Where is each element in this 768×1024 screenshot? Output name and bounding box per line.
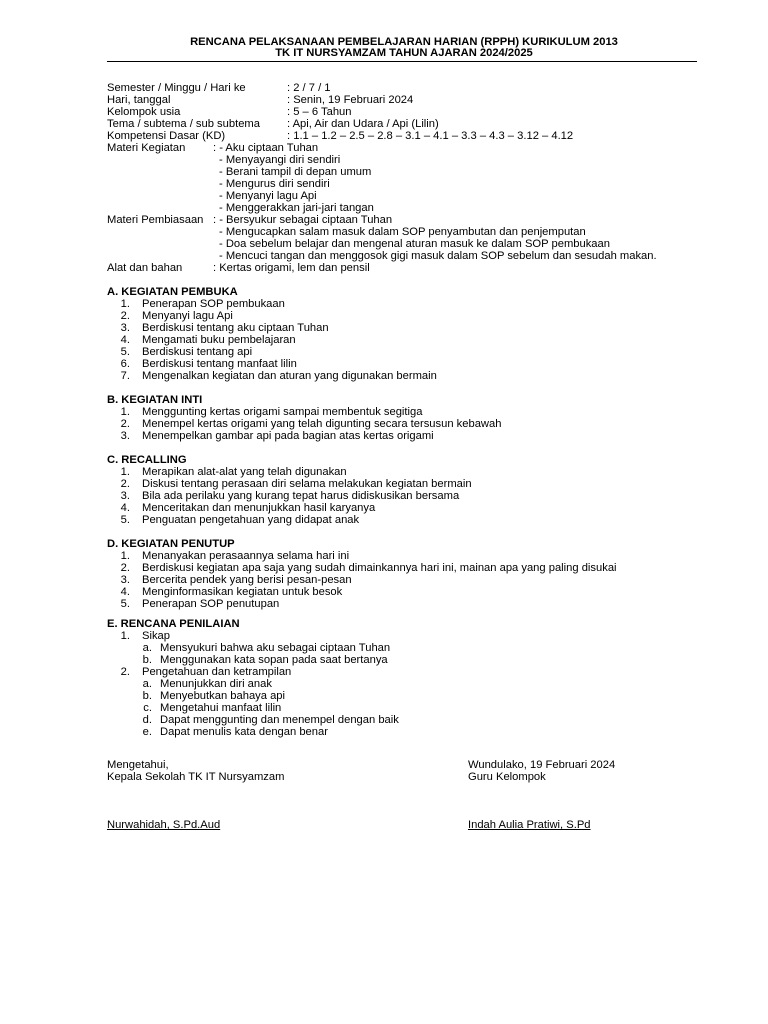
signature-right-line2: Guru Kelompok	[468, 771, 546, 783]
list-item: Bila ada perilaku yang kurang tepat harus didiskusikan bersama	[142, 490, 460, 502]
info-value: : 1.1 – 1.2 – 2.5 – 2.8 – 3.1 – 4.1 – 3.3 – 4.3 – 3.12 – 4.12	[287, 130, 574, 142]
materi-kegiatan-item: - Berani tampil di depan umum	[219, 166, 372, 178]
list-letter: d.	[142, 714, 152, 726]
section-heading: B. KEGIATAN INTI	[107, 394, 203, 406]
list-item: Berdiskusi tentang manfaat lilin	[142, 358, 297, 370]
list-number: 5.	[120, 514, 130, 526]
info-label: Semester / Minggu / Hari ke	[107, 82, 246, 94]
list-item: Menceritakan dan menunjukkan hasil karyanya	[142, 502, 376, 514]
list-number: 2.	[120, 666, 130, 678]
materi-kegiatan-item: - Mengurus diri sendiri	[219, 178, 330, 190]
list-item: Pengetahuan dan ketrampilan	[142, 666, 292, 678]
list-item: Penerapan SOP penutupan	[142, 598, 280, 610]
list-item: Menanyakan perasaannya selama hari ini	[142, 550, 350, 562]
list-item: Bercerita pendek yang berisi pesan-pesan	[142, 574, 352, 586]
list-letter: e.	[142, 726, 152, 738]
signature-left-line2: Kepala Sekolah TK IT Nursyamzam	[107, 771, 285, 783]
list-number: 2.	[120, 418, 130, 430]
list-number: 1.	[120, 406, 130, 418]
alat-bahan-value: : Kertas origami, lem dan pensil	[213, 262, 370, 274]
signature-left-name: Nurwahidah, S.Pd.Aud	[107, 819, 221, 831]
list-item: Sikap	[142, 630, 170, 642]
list-number: 6.	[120, 358, 130, 370]
info-label: Hari, tanggal	[107, 94, 171, 106]
list-number: 5.	[120, 346, 130, 358]
sub-list-item: Dapat menulis kata dengan benar	[160, 726, 328, 738]
sub-list-item: Dapat menggunting dan menempel dengan baik	[160, 714, 399, 726]
list-letter: a.	[142, 678, 152, 690]
list-number: 4.	[120, 502, 130, 514]
list-item: Mengamati buku pembelajaran	[142, 334, 296, 346]
list-letter: b.	[142, 690, 152, 702]
section-heading: A. KEGIATAN PEMBUKA	[107, 286, 238, 298]
signature-left-line1: Mengetahui,	[107, 759, 169, 771]
section-heading: E. RENCANA PENILAIAN	[107, 618, 240, 630]
list-item: Merapikan alat-alat yang telah digunakan	[142, 466, 347, 478]
list-number: 1.	[120, 630, 130, 642]
info-value: : Api, Air dan Udara / Api (Lilin)	[287, 118, 439, 130]
sub-list-item: Menunjukkan diri anak	[160, 678, 272, 690]
info-value: : 5 – 6 Tahun	[287, 106, 352, 118]
list-item: Penguatan pengetahuan yang didapat anak	[142, 514, 360, 526]
list-number: 2.	[120, 562, 130, 574]
materi-pembiasaan-item: : - Bersyukur sebagai ciptaan Tuhan	[213, 214, 393, 226]
list-item: Berdiskusi tentang api	[142, 346, 253, 358]
list-number: 3.	[120, 322, 130, 334]
list-letter: c.	[143, 702, 152, 714]
materi-pembiasaan-item: - Mengucapkan salam masuk dalam SOP penyambutan dan penjemputan	[219, 226, 586, 238]
section-heading: C. RECALLING	[107, 454, 187, 466]
list-number: 7.	[120, 370, 130, 382]
info-value: : Senin, 19 Februari 2024	[287, 94, 414, 106]
sub-list-item: Mengetahui manfaat lilin	[160, 702, 282, 714]
materi-kegiatan-item: - Menyayangi diri sendiri	[219, 154, 341, 166]
materi-pembiasaan-item: - Mencuci tangan dan menggosok gigi masuk dalam SOP sebelum dan sesudah makan.	[219, 250, 657, 262]
list-number: 4.	[120, 334, 130, 346]
sub-list-item: Mensyukuri bahwa aku sebagai ciptaan Tuhan	[160, 642, 391, 654]
list-number: 2.	[120, 478, 130, 490]
list-item: Penerapan SOP pembukaan	[142, 298, 285, 310]
sub-list-item: Menyebutkan bahaya api	[160, 690, 286, 702]
header-divider	[107, 61, 697, 62]
info-label: Kelompok usia	[107, 106, 181, 118]
list-letter: b.	[142, 654, 152, 666]
list-number: 1.	[120, 298, 130, 310]
materi-pembiasaan-item: - Doa sebelum belajar dan mengenal aturan masuk ke dalam SOP pembukaan	[219, 238, 610, 250]
list-item: Menempelkan gambar api pada bagian atas kertas origami	[142, 430, 434, 442]
list-item: Menginformasikan kegiatan untuk besok	[142, 586, 343, 598]
document-title: RENCANA PELAKSANAAN PEMBELAJARAN HARIAN (RPPH) KURIKULUM 2013	[190, 36, 618, 48]
materi-kegiatan-item: - Menggerakkan jari-jari tangan	[219, 202, 374, 214]
signature-right-line1: Wundulako, 19 Februari 2024	[468, 759, 616, 771]
materi-pembiasaan-label: Materi Pembiasaan	[107, 214, 204, 226]
list-letter: a.	[142, 642, 152, 654]
info-value: : 2 / 7 / 1	[287, 82, 331, 94]
list-number: 3.	[120, 574, 130, 586]
document-subtitle: TK IT NURSYAMZAM TAHUN AJARAN 2024/2025	[275, 47, 533, 59]
list-item: Menyanyi lagu Api	[142, 310, 233, 322]
info-label: Kompetensi Dasar (KD)	[107, 130, 226, 142]
alat-bahan-label: Alat dan bahan	[107, 262, 183, 274]
signature-right-name: Indah Aulia Pratiwi, S.Pd	[468, 819, 591, 831]
list-number: 5.	[120, 598, 130, 610]
materi-kegiatan-item: : - Aku ciptaan Tuhan	[213, 142, 319, 154]
list-number: 3.	[120, 490, 130, 502]
sub-list-item: Menggunakan kata sopan pada saat bertanya	[160, 654, 388, 666]
info-label: Tema / subtema / sub subtema	[107, 118, 260, 130]
list-number: 1.	[120, 550, 130, 562]
list-item: Menggunting kertas origami sampai membentuk segitiga	[142, 406, 423, 418]
list-item: Menempel kertas origami yang telah digunting secara tersusun kebawah	[142, 418, 502, 430]
materi-kegiatan-item: - Menyanyi lagu Api	[219, 190, 317, 202]
list-number: 4.	[120, 586, 130, 598]
list-item: Diskusi tentang perasaan diri selama melakukan kegiatan bermain	[142, 478, 472, 490]
section-heading: D. KEGIATAN PENUTUP	[107, 538, 235, 550]
list-item: Mengenalkan kegiatan dan aturan yang digunakan bermain	[142, 370, 437, 382]
list-item: Berdiskusi tentang aku ciptaan Tuhan	[142, 322, 329, 334]
list-number: 3.	[120, 430, 130, 442]
list-item: Berdiskusi kegiatan apa saja yang sudah dimainkannya hari ini, mainan apa yang paling disukai	[142, 562, 617, 574]
materi-kegiatan-label: Materi Kegiatan	[107, 142, 186, 154]
list-number: 1.	[120, 466, 130, 478]
list-number: 2.	[120, 310, 130, 322]
